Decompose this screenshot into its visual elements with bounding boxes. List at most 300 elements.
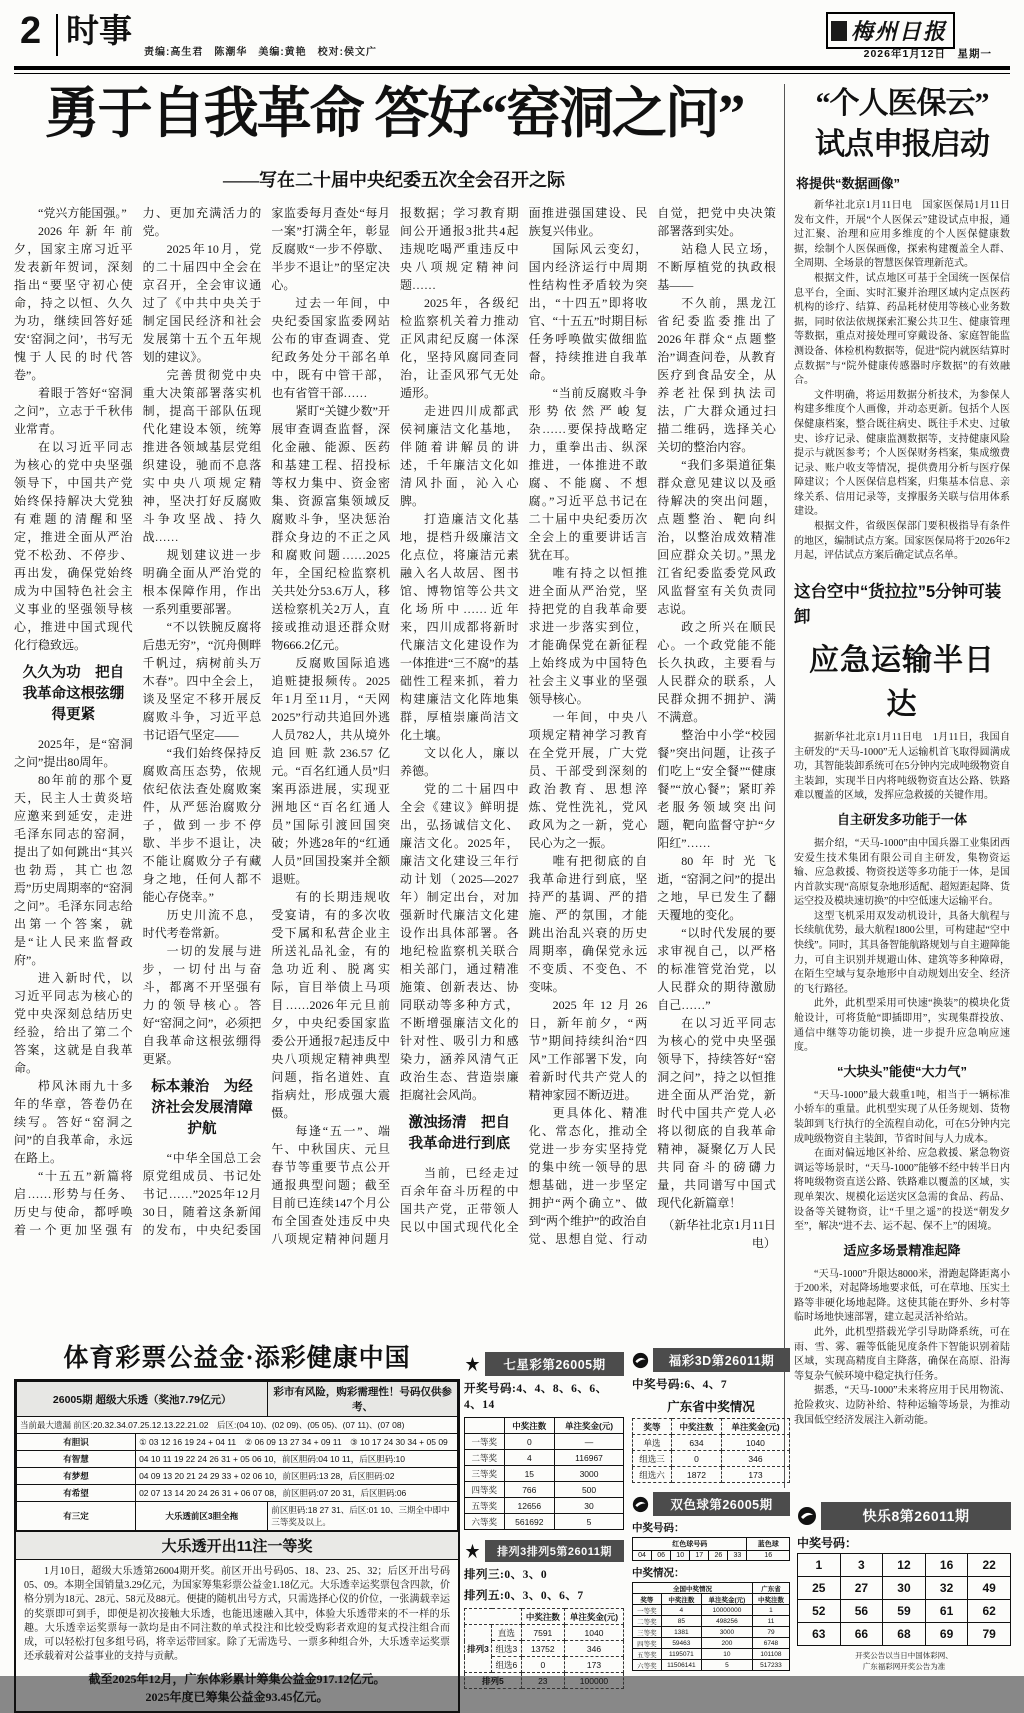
sidebar-article1-title-line1: “个人医保云” — [815, 87, 989, 120]
drawn-number: 1 — [798, 1554, 841, 1577]
article-paragraph: “十五五”新篇将启……形势与任务、历史与使命，都呼唤着一个更加坚强有力、更加充满活力的党。 — [14, 206, 262, 1238]
gd-winner-count: 1 — [752, 1605, 789, 1616]
article-subhead-1: 久久为功 把自我革命这根弦绷得更紧 — [22, 665, 125, 724]
article-paragraph: 有的长期违规收受宴请，有的多次收受下属和私营企业主所送礼品礼金，有的急功近利、脱离实际，盲目举债上马项目……2026年元旦前夕，中央纪委国家监委公开通报7起违反中央八项规定精神典型问题，指名道姓、直指病灶，形成强大震慑。 — [271, 890, 390, 1120]
drawn-number: 62 — [968, 1600, 1011, 1623]
col-header — [465, 1609, 522, 1625]
sidebar-paragraph: 据介绍，“天马-1000”由中国兵器工业集团西安爱生技术集团有限公司自主研发，集物资运输、应急救援、物资投送等多功能于一体，是国内首款实现“高原复杂地形适配、超短距起降、货运空投及模块速切换”的中空低速大运输平台。 — [794, 837, 1010, 908]
prize-tier: 三等奖 — [633, 1627, 662, 1638]
numbers-label: 开奖号码: — [464, 1383, 517, 1395]
drawn-number: 59 — [883, 1600, 926, 1623]
sidebar-paragraph: 根据文件，试点地区可基于全国统一医保信息平台，全面、实时汇聚并治理区域内定点医药机构的诊疗、结算、药品耗材使用等核心业务数据，同时依法依规探索汇聚公共卫生、健康管理等数据，重点对接处理可穿戴设备、家庭智能监测设备、体检机构数据等，促进“院内就医结算时点数据”与“院外健康传感器时序数据”的有效融合。 — [794, 272, 1010, 387]
drawn-number: 49 — [968, 1577, 1011, 1600]
section-title: 时事 — [66, 12, 132, 49]
table-row — [798, 1577, 1011, 1600]
prize-amount: 1040 — [721, 1435, 789, 1451]
pailie3-numbers: 排列三:0、3、0 — [464, 1569, 548, 1581]
drawn-number: 63 — [798, 1623, 841, 1646]
drawn-number: 30 — [883, 1577, 926, 1600]
article-paragraph: 在以习近平同志为核心的党中央坚强领导下，中国共产党始终保持解决大党独有难题的清醒和坚定，推进全面从严治党不松劲、不停步、再出发，确保党始终成为中国特色社会主义事业的坚强领导核心，推进中国式现代化行稳致远。 — [14, 440, 133, 652]
masthead — [826, 12, 955, 49]
sidebar-paragraph: 新华社北京1月11日电 国家医保局1月11日发布文件，开展“个人医保云”建设试点申报，通过汇聚、治理和应用多维度的个人医保健康数据，绘制个人医保画像，探索构建覆盖全人群、全周期、全场景的智慧医保管理新范式。 — [794, 200, 1010, 270]
dlt-rows — [17, 1434, 458, 1502]
prize-amount: 346 — [721, 1451, 789, 1467]
table-row — [798, 1600, 1011, 1623]
prize-amount: — — [555, 1434, 624, 1450]
table-row — [633, 1594, 790, 1605]
prize-amount: 173 — [721, 1467, 789, 1483]
dlt-row-value: ① 03 12 16 19 24 + 04 11 ② 06 09 13 27 34 + 09 11 ③ 10 17 24 30 34 + 05 09 — [136, 1434, 458, 1451]
kuaile8-numbers-label: 中奖号码： — [797, 1536, 858, 1550]
col-header: 中奖注数 — [504, 1418, 555, 1434]
kuaile8-note-line2: 广东福彩网开奖公告为准 — [862, 1662, 946, 1672]
sports-lottery-frame — [14, 1379, 460, 1713]
sidebar-article2-headline: 应急运输半日达 — [809, 643, 995, 721]
drawn-number: 79 — [968, 1623, 1011, 1646]
prize-amount: 5 — [555, 1514, 624, 1530]
prize-amount: 3000 — [701, 1627, 752, 1638]
table-row — [633, 1435, 790, 1451]
sidebar-article2-section2 — [794, 1089, 1010, 1235]
winner-count: 4 — [504, 1450, 555, 1466]
drawn-number: 69 — [925, 1623, 968, 1646]
dlt-news-header: 大乐透开出11注一等奖 — [16, 1531, 458, 1560]
kuaile8-column — [797, 1502, 1011, 1673]
pailie-table — [464, 1608, 624, 1689]
qixingcai-header — [464, 1352, 624, 1376]
winner-count: 0 — [521, 1657, 564, 1673]
drawn-number: 68 — [883, 1623, 926, 1646]
dlt-period: 26005期 超级大乐透（奖池7.79亿元） — [17, 1382, 268, 1417]
table-row — [633, 1583, 790, 1594]
header-divider — [56, 14, 58, 56]
drawn-number: 25 — [798, 1577, 841, 1600]
winner-count: 13752 — [521, 1641, 564, 1657]
winner-count: 12656 — [504, 1498, 555, 1514]
winner-count: 1195071 — [661, 1649, 701, 1660]
winner-count: 1381 — [661, 1627, 701, 1638]
table-row — [17, 1417, 458, 1434]
sidebar-article1-title-line2: 试点申报启动 — [815, 127, 989, 161]
article-paragraph: 2026年新年前夕，国家主席习近平发表新年贺词，深刻指出“要坚守初心使命，持之以恒、久久为功，继续回答好延安‘窑洞之问’，书写无愧于人民的时代答卷”。 — [14, 224, 133, 382]
table-row — [633, 1638, 790, 1649]
table-row — [465, 1514, 624, 1530]
pailie-header — [464, 1540, 624, 1562]
dlt-footer-line2: 2025年度已筹集公益金93.45亿元。 — [145, 1689, 329, 1704]
dlt-row-right: 前区胆码:18 27 31、后区:01 10、三期全中即中三等奖及以上。 — [268, 1502, 458, 1531]
article-paragraph: 政之所兴在顺民心。一个政党能不能长久执政，主要看与人民群众的联系，人民群众拥不拥护、满不满意。 — [657, 620, 776, 724]
blue-ball: 16 — [747, 1551, 790, 1561]
play-type: 单选 — [633, 1435, 672, 1451]
red-ball: 33 — [728, 1551, 747, 1561]
shuangseqiu-rows — [633, 1605, 790, 1671]
main-headline: 勇于自我革命 答好“窑洞之问” — [44, 83, 744, 144]
page-header — [14, 10, 1010, 64]
article-paragraph: 过去一年间，中央纪委国家监委网站公布的审查调查、党纪政务处分干部名单中，既有中管干部，也有省管干部…… — [271, 296, 390, 400]
table-row — [465, 1450, 624, 1466]
play-type: 组选3 — [492, 1641, 522, 1657]
numbers-label: 中奖号码: — [632, 1379, 685, 1391]
kuaile8-note — [797, 1650, 1011, 1673]
red-ball: 17 — [690, 1551, 709, 1561]
sidebar — [794, 84, 1010, 1496]
sidebar-paragraph: 根据文件，省级医保部门要积极指导有条件的地区，编制试点方案。国家医保局将于2026年2月起，评估试点方案后确定试点名单。 — [794, 521, 1010, 562]
pailie3-group-label: 排列3 — [465, 1625, 492, 1673]
qixingcai-table — [464, 1417, 624, 1530]
article-paragraph: “我们多渠道征集群众意见建议以及亟待解决的突出问题，点题整治、靶向纠治，以整治成效精准回应群众关切。”黑龙江省纪委监委党风政风监督室有关负责同志说。 — [657, 458, 776, 616]
prize-tier: 五等奖 — [465, 1498, 505, 1514]
dateline: 2026年1月12日 星期一 — [863, 48, 992, 60]
red-ball: 06 — [652, 1551, 671, 1561]
col-header: 单注奖金(元) — [701, 1594, 752, 1605]
article-paragraph: 反腐败国际追逃追赃捷报频传。2025年1月至11月，“天网2025”行动共追回外逃人员782人，共从境外追回赃款236.57亿元。“百名红通人员”归案再添进展，实现亚洲地区“百名红通人员”国际引渡回国突破；外逃28年的“红通人员”回国投案并全额退赃。 — [271, 656, 390, 886]
dlt-row-value: 04 09 13 20 21 24 29 33 + 02 06 10，前区胆码:13 28，后区胆码:02 — [136, 1468, 458, 1485]
article-paragraph: “当前反腐败斗争形势依然严峻复杂……要保持战略定力，重拳出击、纵深推进，一体推进不敢腐、不能腐、不想腐。”习近平总书记在二十届中央纪委历次全会上的重要讲话言犹在耳。 — [528, 386, 648, 562]
fucai3d-table — [632, 1418, 790, 1483]
kuaile8-rows — [798, 1554, 1011, 1646]
dlt-row-label: 有希望 — [17, 1485, 136, 1502]
pailie5-numbers: 排列五:0、3、0、6、7 — [464, 1590, 584, 1602]
table-row — [17, 1485, 458, 1502]
winner-count: 0 — [504, 1434, 555, 1450]
winner-count: 7591 — [521, 1625, 564, 1641]
table-row — [17, 1434, 458, 1451]
article-paragraph: “我们始终保持反腐败高压态势，依规依纪依法查处腐败案件，从严惩治腐败分子，做到一步不停歇、半步不退让，决不能让腐败分子有藏身之地，任何人都不能心存侥幸。” — [142, 746, 262, 904]
prize-amount: 498256 — [701, 1616, 752, 1627]
table-row — [633, 1605, 790, 1616]
prize-amount: 10000000 — [701, 1605, 752, 1616]
table-row — [465, 1609, 624, 1625]
article-paragraph: 2025年，各级纪检监察机关着力推动正风肃纪反腐一体深化，坚持风腐同查同治，让歪风邪气无处遁形。 — [399, 296, 519, 400]
article-paragraph: 更具体化、精准化、常态化，推动全党进一步夯实坚持党的集中统一领导的思想基础，进一步坚定拥护“两个确立”、做到“两个维护”的政治自觉、思想自觉、行动自觉，把党中央决策部署落到实处。 — [528, 206, 776, 1246]
sidebar-paragraph: 在面对偏远地区补给、应急救援、紧急物资调运等场景时，“天马-1000”能够不经中转半日内将吨级物资直送公路、铁路难以覆盖的区域，实现单架次、规模化运送灾区急需的食品、药品、设备等关键物资，让“千里之遥”的投送“朝发夕至”，解决“进不去、运不起、保不上”的困境。 — [794, 1148, 1010, 1233]
winner-count: 634 — [672, 1435, 722, 1451]
sidebar-article2-kicker: 这台空中“货拉拉”5分钟可装卸 — [794, 582, 1002, 627]
sidebar-article2-subhead2: “大块头”能使“大力气” — [836, 1063, 967, 1079]
winner-count: 59463 — [661, 1638, 701, 1649]
red-ball: 10 — [671, 1551, 690, 1561]
article-paragraph: 每逢“五一”、端午、中秋国庆、元旦春节等重要节点公开通报典型问题；截至目前已连续147个月公布全国查处违反中央八项规定精神问题月报数据；学习教育期间公开通报3批共4起违规吃喝严重违反中央八项规定精神问题…… — [271, 206, 519, 1246]
shuangseqiu-prize-table — [632, 1582, 790, 1671]
col-header — [465, 1418, 505, 1434]
prize-amount: 200 — [701, 1638, 752, 1649]
dlt-row-value: 02 07 13 14 20 24 26 31 + 06 07 08，前区胆码:07 20 31，后区胆码:06 — [136, 1485, 458, 1502]
kuaile8-grid — [797, 1553, 1011, 1646]
numbers-value: 6、4、7 — [684, 1379, 728, 1391]
article-paragraph: 一切的发展与进步，一切付出与奋斗，都离不开坚强有力的领导核心。答好“窑洞之问”，必须把自我革命这根弦绷得更紧。 — [142, 944, 262, 1066]
dlt-row-label: 有胆识 — [17, 1434, 136, 1451]
table-row — [17, 1451, 458, 1468]
prize-tier: 一等奖 — [465, 1434, 505, 1450]
col-header: 奖等 — [633, 1594, 662, 1605]
fucai3d-region-title: 广东省中奖情况 — [667, 1400, 755, 1414]
drawn-number: 56 — [840, 1600, 883, 1623]
col-header: 单注奖金(元) — [721, 1419, 789, 1435]
prize-tier: 四等奖 — [633, 1638, 662, 1649]
article-segment-1 — [14, 204, 133, 654]
table-row — [633, 1627, 790, 1638]
winner-count: 85 — [661, 1616, 701, 1627]
winner-count: 561692 — [504, 1514, 555, 1530]
prize-amount: 30 — [555, 1498, 624, 1514]
kuaile8-title: 快乐8第26011期 — [821, 1502, 1011, 1530]
table-row — [633, 1451, 790, 1467]
table-row — [633, 1649, 790, 1660]
sports-lottery-logo-icon — [464, 1356, 481, 1373]
guangdong-header: 广东省 — [752, 1583, 789, 1594]
sidebar-paragraph: 据新华社北京1月11日电 1月11日，我国自主研发的“天马-1000”无人运输机首飞取得圆满成功，其智能装卸系统可在5分钟内完成吨级物资自主装卸，实现半日内将吨级物资直达公路、铁路难以覆盖的区域，发挥应急救援的关键作用。 — [794, 731, 1010, 802]
col-header: 中奖注数 — [752, 1594, 789, 1605]
numbers-value: 4、4、8、6、6、4、14 — [464, 1383, 608, 1411]
shuangseqiu-header — [632, 1492, 790, 1516]
red-balls-header: 红色球号码 — [633, 1538, 747, 1551]
col-header: 奖等 — [633, 1419, 672, 1435]
winner-count: 0 — [672, 1451, 722, 1467]
table-row — [465, 1466, 624, 1482]
sidebar-paragraph: 此外，此机型采用可快速“换装”的模块化货舱设计，可将货舱“即插即用”，实现集群投放、通信中继等功能切换，进一步提升应急响应速度。 — [794, 998, 1010, 1054]
winner-count: 23 — [521, 1673, 564, 1689]
col-header: 单注奖金(元) — [564, 1609, 623, 1625]
winner-count: 1872 — [672, 1467, 722, 1483]
article-paragraph: 历史川流不息，时代考卷常新。 — [142, 908, 262, 940]
col-header: 中奖注数 — [521, 1609, 564, 1625]
newspaper-logo-icon — [831, 21, 847, 41]
article-paragraph: 一年间，中央八项规定精神学习教育在全党开展，广大党员、干部受到深刻的政治教育、思想淬炼、党性洗礼，党风政风为之一新，党心民心为之一振。 — [528, 710, 648, 850]
prize-tier: 三等奖 — [465, 1466, 505, 1482]
table-row — [633, 1538, 790, 1551]
table-row — [798, 1554, 1011, 1577]
sidebar-article1-subtitle: 将提供“数据画像” — [796, 176, 901, 191]
shuangseqiu-numbers-label: 中奖号码： — [632, 1523, 685, 1534]
table-row — [465, 1434, 624, 1450]
article-paragraph: 站稳人民立场，不断厚植党的执政根基—— — [657, 242, 776, 292]
sidebar-article1-title — [794, 84, 1010, 165]
shuangseqiu-situation-label: 中奖情况： — [632, 1568, 685, 1579]
qixingcai-column — [464, 1352, 624, 1689]
shuangseqiu-title: 双色球第26005期 — [653, 1492, 790, 1516]
prize-amount: 5 — [701, 1660, 752, 1671]
prize-tier: 六等奖 — [465, 1514, 505, 1530]
article-byline: （新华社北京1月11日电） — [662, 1218, 776, 1250]
table-row — [633, 1660, 790, 1671]
sidebar-article2-section1 — [794, 837, 1010, 1056]
drawn-number: 52 — [798, 1600, 841, 1623]
article-paragraph: 整治中小学“校园餐”突出问题，让孩子们吃上“安全餐”“健康餐”“放心餐”；紧盯养老服务领域突出问题，靶向监督守护“夕阳红”…… — [657, 728, 776, 850]
dlt-news-body: 1月10日，超级大乐透第26004期开奖。前区开出号码05、18、23、25、32；后区开出号码05、09。本期全国销量3.29亿元，为国家筹集彩票公益金1.18亿元。大乐透幸运奖票包含四款，价格分别为18元、28元、58元及88元。便捷的随机出号方式，只需选择心仪的价位，一张满载幸运的奖票即可到手，即便是初次接触大乐透，也能迅速融入其中，体验大乐透带来的不一样的乐趣。大乐透幸运奖票每一款均是由不同注数的单式投注和比较受购彩者欢迎的复式投注组合而成，可以轻松打包多组号码，将幸运带回家。除了无需选号、一票多种组合外，大乐透幸运奖票还承载着对公益事业的支持与贡献。 — [24, 1566, 450, 1663]
col-header: 单注奖金(元) — [555, 1418, 624, 1434]
article-paragraph: “不以铁腕反腐将后患无穷”，“沉舟侧畔千帆过，病树前头万木春”。四中全会上，谈及坚定不移开展反腐败斗争，习近平总书记语气坚定—— — [142, 620, 262, 742]
dlt-row-label: 有三定 — [17, 1502, 136, 1531]
red-ball: 26 — [709, 1551, 728, 1561]
table-row — [798, 1623, 1011, 1646]
prize-tier: 二等奖 — [633, 1616, 662, 1627]
table-row — [465, 1418, 624, 1434]
winner-count: 11506141 — [661, 1660, 701, 1671]
masthead-title: 梅州日报 — [850, 19, 947, 44]
article-paragraph: “以时代发展的要求审视自己，以严格的标准管党治党，以人民群众的期待激励自己……” — [657, 926, 776, 1012]
article-paragraph: 80年前的那个夏天，民主人士黄炎培应邀来到延安，走进毛泽东同志的窑洞，提出了如何跳出“其兴也勃焉，其亡也忽焉”历史周期率的“窑洞之问”。毛泽东同志给出第一个答案，就是“让人民来监督政府”。 — [14, 773, 133, 968]
winner-count: 766 — [504, 1482, 555, 1498]
prize-tier: 五等奖 — [633, 1649, 662, 1660]
qixingcai-numbers — [464, 1380, 624, 1412]
article-paragraph: 进入新时代，以习近平同志为核心的党中央深刻总结历史经验，给出了第二个答案，这就是自我革命。 — [14, 971, 133, 1076]
sidebar-paragraph: 文件明确，将运用数据分析技术，为参保人构建多维度个人画像，并动态更新。包括个人医保健康档案，整合既往病史、既往手术史、过敏史、诊疗记录、健康监测数据等，支持健康风险提示与就医参考；个人医保财务档案，集成缴费记录、账户收支等情况，提供费用分析与医疗保障建议；个人医保信息档案，归集基本信息、亲缘关系、信用记录等，支撑服务关联与信用体系建设。 — [794, 389, 1010, 518]
qixingcai-title: 七星彩第26005期 — [485, 1352, 624, 1376]
table-row — [465, 1498, 624, 1514]
prize-amount: 500 — [555, 1482, 624, 1498]
table-row — [17, 1382, 458, 1417]
prize-amount: 173 — [564, 1657, 623, 1673]
prize-tier: 四等奖 — [465, 1482, 505, 1498]
sidebar-paragraph: “天马-1000”最大载重1吨，相当于一辆标准小轿车的重量。此机型实现了从任务规划、货物装卸到飞行执行的全流程自动化，可在5分钟内完成吨级物资自主装卸，节省时间与人力成本。 — [794, 1089, 1010, 1145]
shuangseqiu-numbers-table — [632, 1537, 790, 1561]
drawn-number: 61 — [925, 1600, 968, 1623]
sidebar-article1-body — [794, 199, 1010, 564]
sidebar-article2-subhead3: 适应多场景精准起降 — [843, 1242, 961, 1258]
article-paragraph: 着眼于答好“窑洞之问”，立志于千秋伟业常青。 — [14, 386, 133, 436]
fucai3d-title: 福彩3D第26011期 — [653, 1348, 790, 1372]
prize-amount: 100000 — [564, 1673, 623, 1689]
sidebar-paragraph: “天马-1000”升限达8000米，滑跑起降距离小于200米，对起降场地要求低，可在草地、压实土路等非硬化场地起降。这使其能在野外、乡村等临时场地快速部署，建立起灵活补给站。 — [794, 1268, 1010, 1324]
article-paragraph: 唯有把彻底的自我革命进行到底，坚持严的基调、严的措施、严的氛围，才能跳出治乱兴衰的历史周期率，确保党永远不变质、不变色、不变味。 — [528, 854, 648, 994]
sports-lottery-logo-icon — [464, 1543, 481, 1560]
page-number: 2 — [20, 10, 42, 52]
dlt-row-label: 有智慧 — [17, 1451, 136, 1468]
article-paragraph: 当前，已经走过百余年奋斗历程的中国共产党，正带领人民以中国式现代化全面推进强国建设、民族复兴伟业。 — [399, 206, 648, 1235]
blue-ball-header: 蓝色球 — [747, 1538, 790, 1551]
article-paragraph: 2025年，是“窑洞之问”提出80周年。 — [14, 737, 133, 770]
table-row — [633, 1419, 790, 1435]
dlt-warning: 彩市有风险，购彩需理性！号码仅供参考、 — [268, 1382, 458, 1417]
article-paragraph: 在以习近平同志为核心的党中央坚强领导下，持续答好“窑洞之问”，持之以恒推进全面从严治党，新时代中国共产党人必将以彻底的自我革命精神，凝聚亿万人民共同奋斗的磅礴力量，共同谱写中国式现代化新篇章！ — [657, 1016, 776, 1210]
qixingcai-rows — [465, 1434, 624, 1530]
column-divider — [784, 84, 785, 1488]
article-paragraph: 2025年10月，党的二十届四中全会在京召开，全会审议通过了《中共中央关于制定国民经济和社会发展第十五个五年规划的建议》。 — [142, 242, 262, 364]
gd-winner-count: 79 — [752, 1627, 789, 1638]
dlt-table — [16, 1381, 458, 1531]
table-row — [633, 1551, 790, 1561]
dlt-row-label: 有梦想 — [17, 1468, 136, 1485]
article-paragraph: 打造廉洁文化基地，提档升级廉洁文化点位，将廉洁元素融入名人故居、图书馆、博物馆等公共文化场所中……近年来，四川成都将新时代廉洁文化建设作为一体推进“三不腐”的基础性工程来抓，着力构建廉洁文化阵地集群，厚植崇廉尚洁文化土壤。 — [399, 512, 519, 742]
article-paragraph: 规划建议进一步明确全面从严治党的根本保障作用，作出一系列重要部署。 — [142, 548, 262, 616]
play-type: 组选三 — [633, 1451, 672, 1467]
dlt-omission: 当前最大遗漏 前区:20.32.34.07.25.12.13.22.21.02 后区:(04 10)、(02 09)、(05 05)、(07 11)、(07 08) — [17, 1417, 458, 1434]
article-paragraph: 党的二十届四中全会《建议》鲜明提出，弘扬诚信文化、廉洁文化。2025年，廉洁文化建设三年行动计划（2025—2027年）制定出台，对加强新时代廉洁文化建设作出具体部署。各地纪检监察机关联合相关部门，通过精准施策、创新表达、协同联动等多种方式，不断增强廉洁文化的针对性、吸引力和感染力，涵养风清气正政治生态、营造崇廉拒腐社会风尚。 — [399, 782, 519, 1102]
welfare-lottery-logo-icon — [632, 1352, 649, 1369]
prize-amount: 346 — [564, 1641, 623, 1657]
kuaile8-note-line1: 开奖公告以当日中国体彩网、 — [855, 1651, 953, 1660]
main-article-body — [14, 204, 776, 1334]
pailie-title: 排列3排列5第26011期 — [485, 1540, 624, 1562]
prize-tier: 二等奖 — [465, 1450, 505, 1466]
prize-amount: 116967 — [555, 1450, 624, 1466]
play-type: 组选6 — [492, 1657, 522, 1673]
main-subtitle: ——写在二十届中央纪委五次全会召开之际 — [223, 170, 565, 190]
article-subhead-3: 激浊扬清 把自我革命进行到底 — [408, 1115, 511, 1153]
drawn-number: 32 — [925, 1577, 968, 1600]
dlt-footer-line1: 截至2025年12月，广东体彩累计筹集公益金917.12亿元。 — [88, 1672, 386, 1687]
article-paragraph: 80年时光飞逝，“窑洞之问”的提出之地，早已发生了翻天覆地的变化。 — [657, 854, 776, 922]
gd-winner-count: 517233 — [752, 1660, 789, 1671]
drawn-number: 22 — [968, 1554, 1011, 1577]
red-ball: 04 — [633, 1551, 652, 1561]
table-row — [633, 1616, 790, 1627]
drawn-number: 12 — [883, 1554, 926, 1577]
article-paragraph: 紧盯“关键少数”开展审查调查监督，深化金融、能源、医药和基建工程、招投标等权力集中、资金密集、资源富集领域反腐败斗争，坚决惩治群众身边的不正之风和腐败问题……2025年，全国纪检监察机关共处分53.6万人，移送检察机关2万人，直接或推动退还群众财物666.2亿元。 — [271, 404, 390, 652]
drawn-number: 16 — [925, 1554, 968, 1577]
col-header: 中奖注数 — [661, 1594, 701, 1605]
sidebar-paragraph: 这型飞机采用双发动机设计，具备大航程与长续航优势，最大航程1800公里，可构建起“空中快线”。同时，其具备智能航路规划与自主避障能力，可自主识别并规避山体、建筑等多种障碍，在陌生空域与复杂地形中自动规划出安全、经济的飞行路径。 — [794, 910, 1010, 995]
editor-credits: 责编:高生君 陈潮华 美编:黄艳 校对:侯文广 — [144, 47, 377, 58]
sidebar-article2-section3 — [794, 1268, 1010, 1429]
sidebar-paragraph: 据悉，“天马-1000”未来将应用于民用物流、抢险救灾、边防补给、特种运输等场景，为推动我国低空经济发展注入新动能。 — [794, 1385, 1010, 1426]
prize-tier: 一等奖 — [633, 1605, 662, 1616]
winner-count: 15 — [504, 1466, 555, 1482]
sports-lottery-box — [14, 1338, 460, 1713]
table-row — [465, 1673, 624, 1689]
drawn-number: 3 — [840, 1554, 883, 1577]
table-row — [17, 1502, 458, 1531]
prize-tier: 六等奖 — [633, 1660, 662, 1671]
header-rule — [14, 66, 1010, 74]
drawn-number: 27 — [840, 1577, 883, 1600]
sidebar-paragraph: 此外，此机型搭载光学引导助降系统，可在雨、雪、雾、霾等低能见度条件下智能识别着陆区域，实现高精度自主降落，确保在高原、沿海等复杂气候环境中稳定执行任务。 — [794, 1327, 1010, 1382]
sidebar-article2-body — [794, 731, 1010, 1428]
national-header: 全国中奖情况 — [633, 1583, 753, 1594]
prize-amount: 1040 — [564, 1625, 623, 1641]
table-row — [17, 1468, 458, 1485]
article-paragraph: 国际风云变幻，国内经济运行中周期性结构性矛盾较为突出，“十四五”即将收官、“十五五”时期目标任务呼唤做实做细监督，持续推进自我革命。 — [528, 242, 648, 382]
article-paragraph: “党兴方能国强。” — [38, 206, 127, 220]
article-paragraph: 完善贯彻党中央重大决策部署落实机制，提高干部队伍现代化建设本领，统筹推进各领域基层党组织建设，驰而不息落实中央八项规定精神，坚决打好反腐败斗争攻坚战、持久战…… — [142, 368, 262, 544]
pailie5-label: 排列5 — [465, 1673, 522, 1689]
winner-count: 4 — [661, 1605, 701, 1616]
drawn-number: 66 — [840, 1623, 883, 1646]
table-row — [465, 1482, 624, 1498]
sports-lottery-title: 体育彩票公益金·添彩健康中国 — [63, 1345, 411, 1372]
play-type: 直选 — [492, 1625, 522, 1641]
dlt-row-value: 04 10 11 19 22 24 26 31 + 05 06 10，前区胆码:04 10 11，后区胆码:10 — [136, 1451, 458, 1468]
fucai3d-rows — [633, 1435, 790, 1483]
article-paragraph: 文以化人，廉以养德。 — [399, 746, 519, 778]
kuaile8-header — [797, 1502, 1011, 1530]
prize-amount: 3000 — [555, 1466, 624, 1482]
table-row — [465, 1625, 624, 1641]
fucai3d-header — [632, 1348, 790, 1372]
prize-amount: 10 — [701, 1649, 752, 1660]
fucai3d-numbers — [632, 1376, 790, 1392]
article-paragraph: 不久前，黑龙江省纪委监委推出了2026年群众“点题整治”调查问卷，从教育医疗到食品安全，从养老社保到执法司法，广大群众通过扫描二维码，选择关心关切的整治内容。 — [657, 296, 776, 454]
welfare-lottery-logo-icon — [797, 1506, 817, 1526]
article-paragraph: 2025年12月26日，新年前夕，“两节”期间持续纠治“四风”工作部署下发，向着新时代共产党人的精神家园不断迈进。 — [528, 998, 648, 1102]
dlt-row-mid: 大乐透前区3胆全拖 — [136, 1502, 268, 1531]
article-paragraph: 走进四川成都武侯祠廉洁文化基地，伴随着讲解员的讲述，千年廉洁文化如清风扑面，沁入心脾。 — [399, 404, 519, 508]
play-type: 组选六 — [633, 1467, 672, 1483]
col-header: 中奖注数 — [672, 1419, 722, 1435]
article-subhead-2: 标本兼治 为经济社会发展清障护航 — [151, 1079, 253, 1138]
welfare-lottery-logo-icon — [632, 1496, 649, 1513]
article-paragraph: “中华全国总工会原党组成员、书记处书记……”2025年12月30日，随着这条新闻的发布，中央纪委国家监委每月查处“每月一案”打满全年，彰显反腐败“一步不停歇、半步不退让”的坚定决心。 — [142, 206, 390, 1238]
article-paragraph: 栉风沐雨九十多年的华章，答卷仍在续写。答好“窑洞之问”的自我革命，永远在路上。 — [14, 1079, 133, 1166]
article-paragraph: 唯有持之以恒推进全面从严治党，坚持把党的自我革命要求进一步落实到位，才能确保党在新征程上始终成为中国特色社会主义事业的坚强领导核心。 — [528, 566, 648, 706]
gd-winner-count: 6748 — [752, 1638, 789, 1649]
gd-winner-count: 101108 — [752, 1649, 789, 1660]
gd-winner-count: 11 — [752, 1616, 789, 1627]
dlt-footer — [16, 1669, 458, 1711]
fucai-column — [632, 1348, 790, 1671]
sidebar-article2-subhead1: 自主研发多功能于一体 — [836, 811, 967, 827]
table-row — [633, 1467, 790, 1483]
